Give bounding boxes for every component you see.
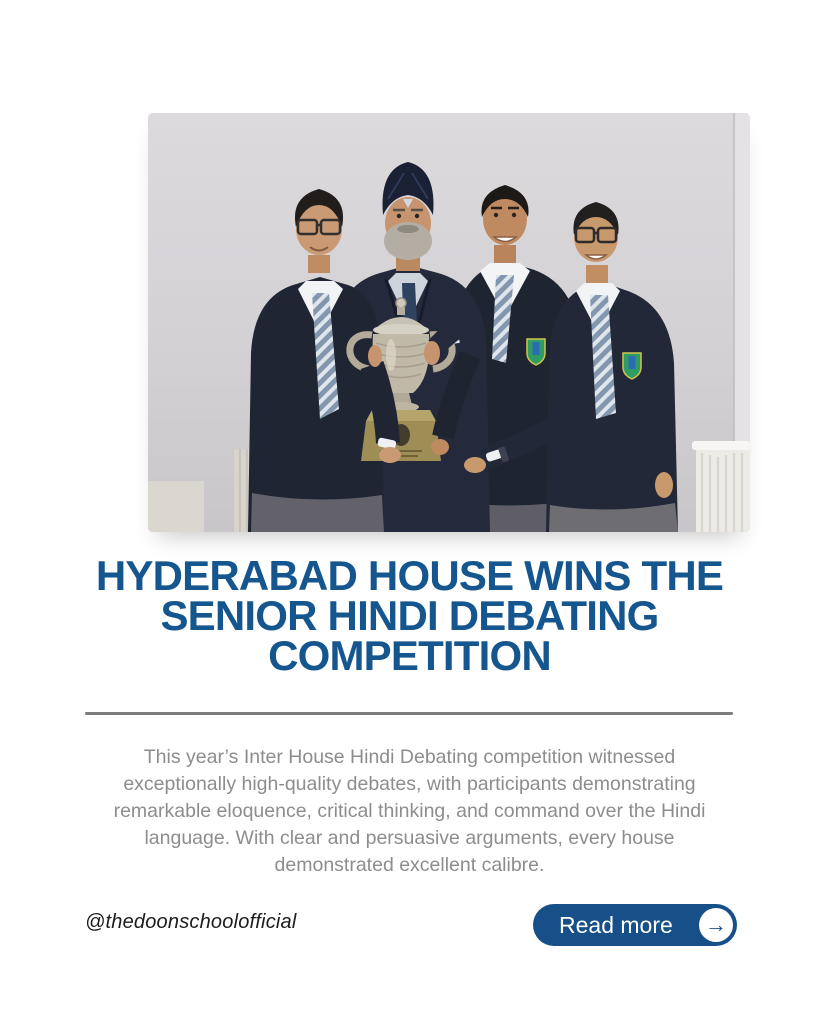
social-handle: @thedoonschoolofficial xyxy=(85,911,297,933)
headline-line: HYDERABAD HOUSE WINS THE xyxy=(95,552,724,599)
headline-line: COMPETITION xyxy=(268,632,551,679)
body-text xyxy=(65,744,755,879)
headline-line: SENIOR HINDI DEBATING xyxy=(160,592,659,639)
photo-winners xyxy=(148,113,750,532)
body-line: language. With clear and persuasive arguments, every house xyxy=(144,827,675,849)
body-line: demonstrated excellent calibre. xyxy=(274,854,545,876)
body-line: This year’s Inter House Hindi Debating competition witnessed xyxy=(143,746,676,768)
headline xyxy=(50,552,770,679)
body-line: exceptionally high-quality debates, with participants demonstrating xyxy=(123,773,696,795)
arrow-right-icon: → xyxy=(699,908,733,942)
body-line: remarkable eloquence, critical thinking, and command over the Hindi xyxy=(113,800,706,822)
divider xyxy=(85,712,733,715)
table xyxy=(692,441,750,532)
read-more-button[interactable] xyxy=(533,904,737,946)
winners-photo-illustration xyxy=(148,113,750,532)
read-more-label: Read more xyxy=(559,911,673,938)
